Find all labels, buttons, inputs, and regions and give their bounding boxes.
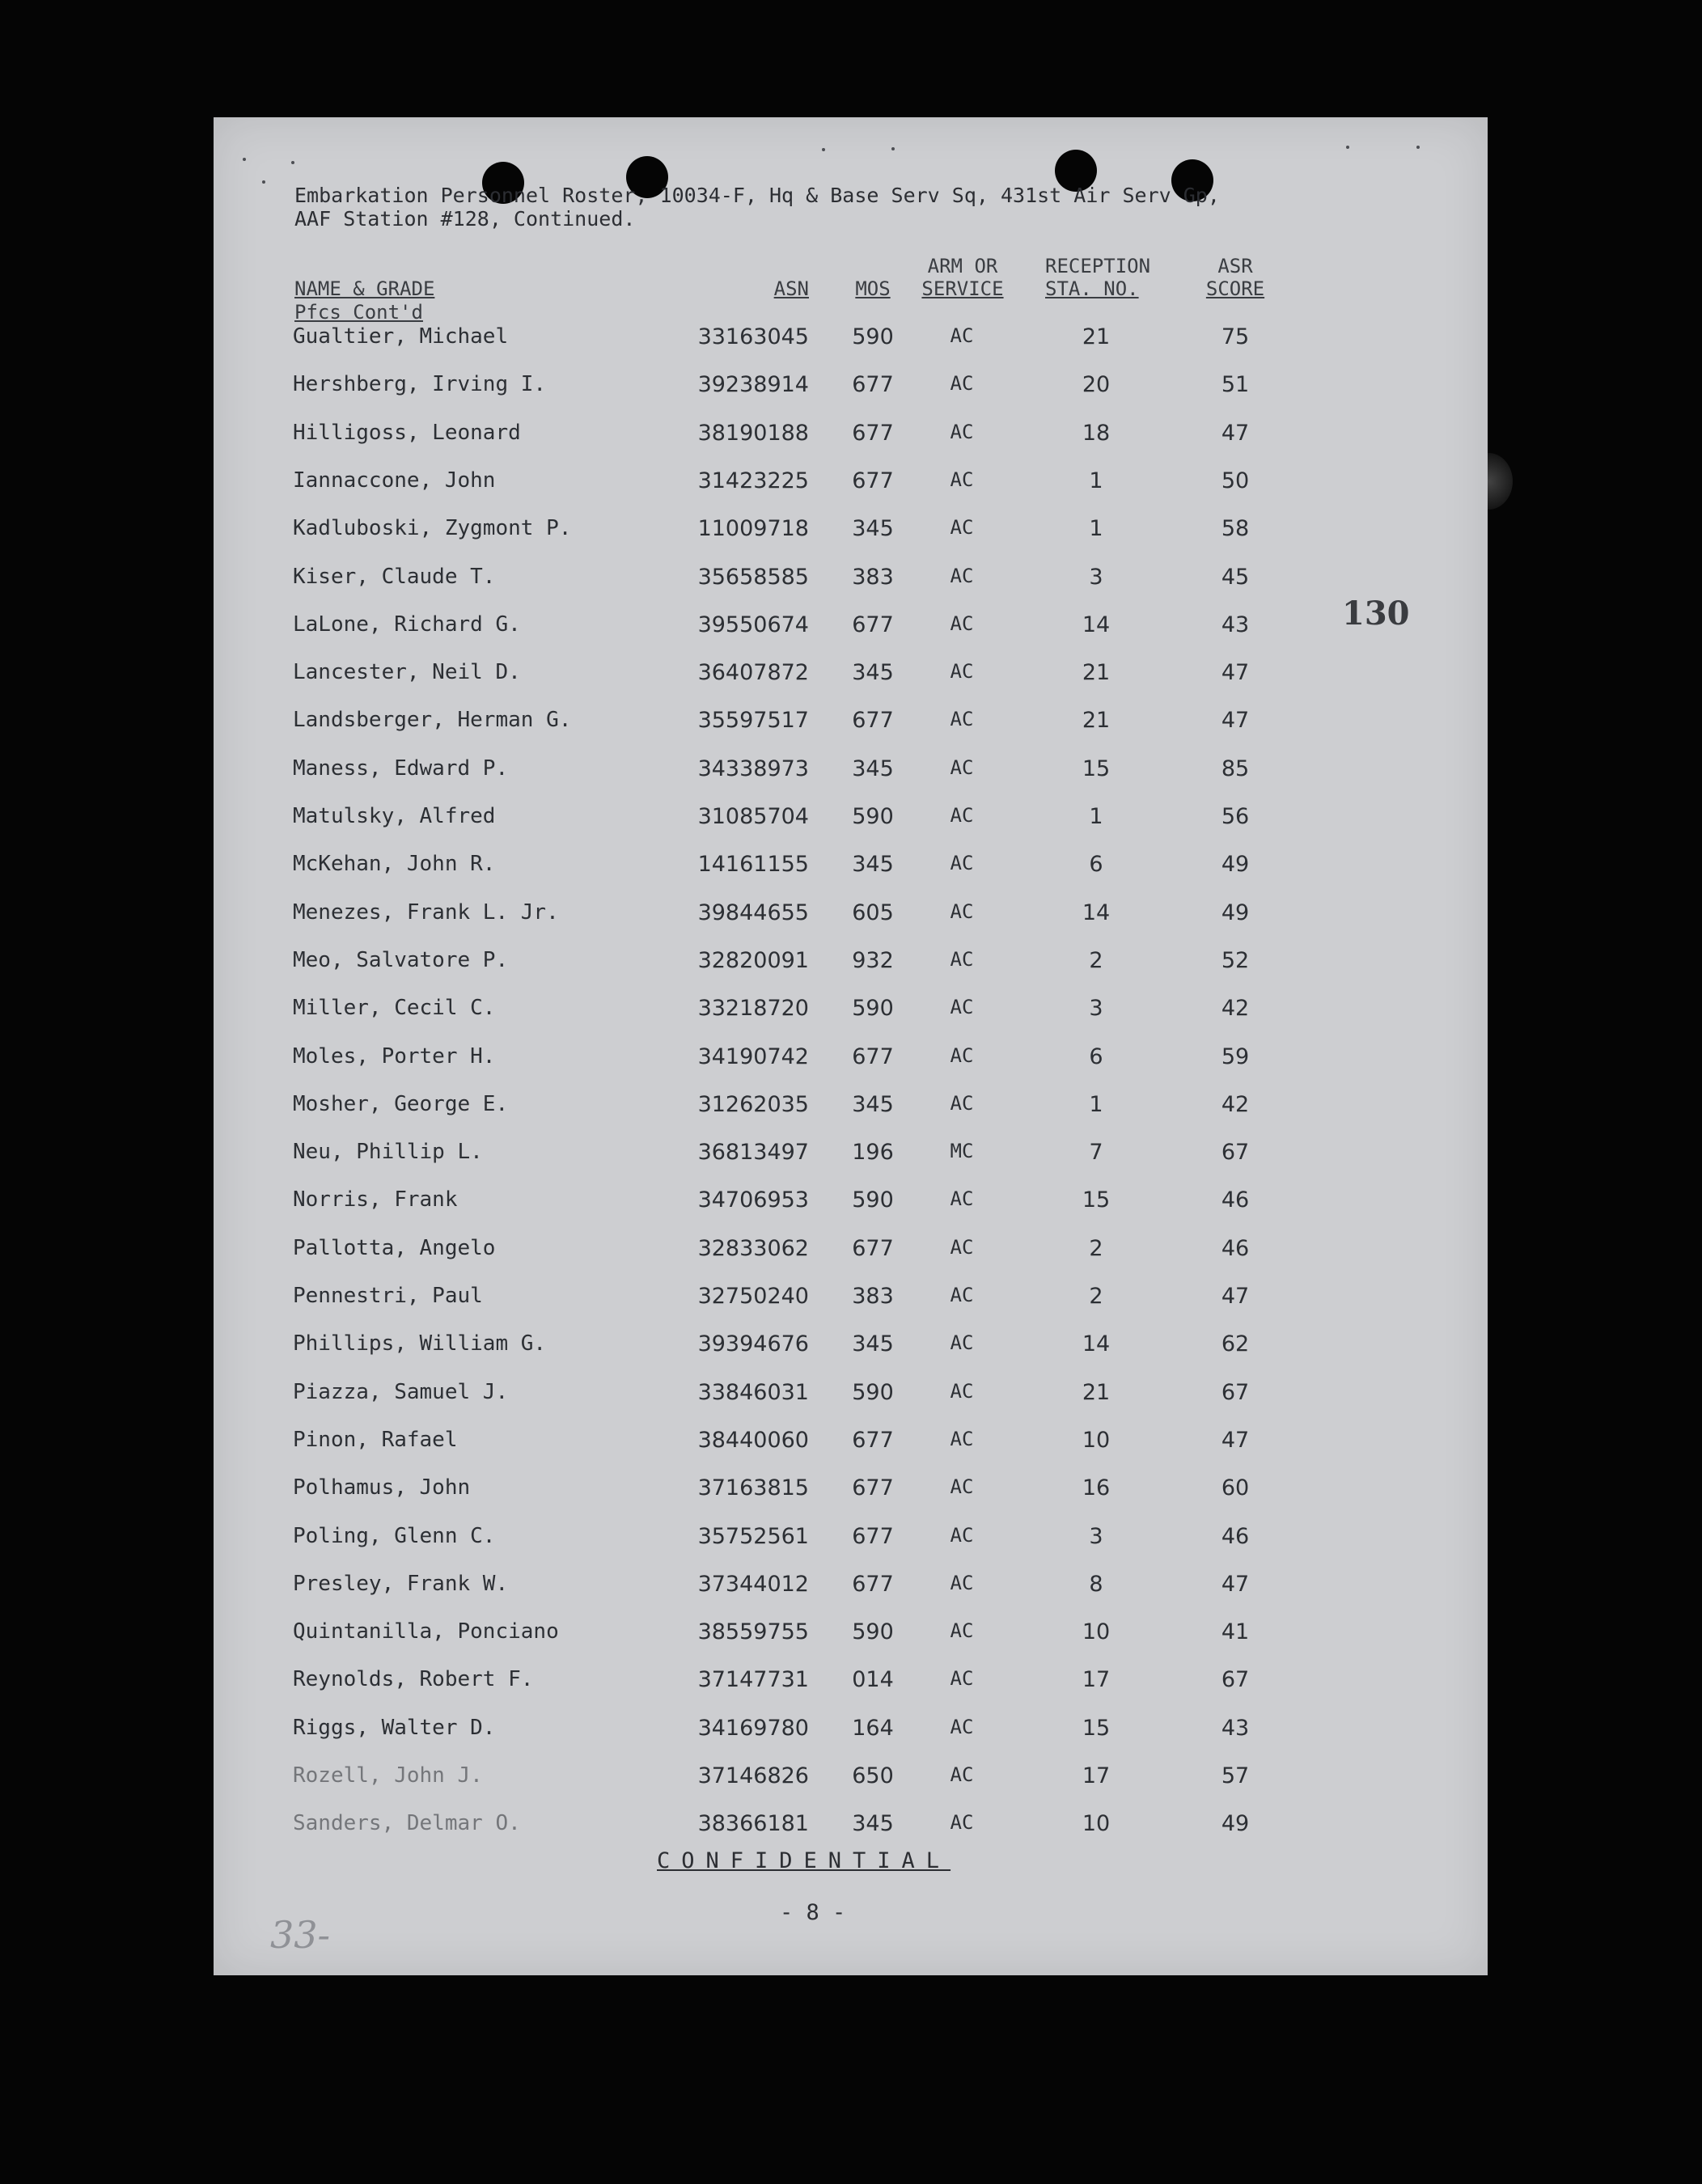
mos-cell: 677 — [852, 420, 894, 446]
mos-cell: 590 — [852, 996, 894, 1022]
page-number: - 8 - — [780, 1900, 846, 1925]
name-cell: Iannaccone, John — [293, 468, 496, 493]
asr-score-cell: 47 — [1221, 1571, 1250, 1597]
name-cell: Piazza, Samuel J. — [293, 1379, 509, 1404]
asr-score-cell: 50 — [1221, 468, 1250, 493]
asn-cell: 11009718 — [697, 516, 809, 542]
mos-cell: 650 — [852, 1763, 894, 1788]
table-row — [214, 1475, 1488, 1508]
reception-station-cell: 3 — [1089, 996, 1103, 1022]
reception-station-cell: 18 — [1082, 420, 1111, 446]
name-cell: Meo, Salvatore P. — [293, 947, 509, 972]
table-row — [214, 900, 1488, 933]
asr-score-cell: 45 — [1221, 564, 1250, 590]
mos-cell: 590 — [852, 1379, 894, 1405]
asr-score-cell: 52 — [1221, 947, 1250, 973]
reception-station-cell: 2 — [1089, 947, 1103, 973]
asn-cell: 32820091 — [697, 947, 809, 973]
asn-cell: 32750240 — [697, 1284, 809, 1309]
stamp-page-number: 130 — [1342, 595, 1410, 633]
table-row — [214, 1284, 1488, 1316]
mos-cell: 590 — [852, 1187, 894, 1213]
reception-station-cell: 3 — [1089, 564, 1103, 590]
table-row — [214, 421, 1488, 453]
reception-station-cell: 1 — [1089, 468, 1103, 493]
name-cell: Pennestri, Paul — [293, 1284, 483, 1308]
reception-station-cell: 15 — [1082, 1715, 1111, 1741]
col-header-reception-line2: STA. NO. — [1045, 277, 1139, 300]
table-row — [214, 1044, 1488, 1077]
asn-cell: 34169780 — [697, 1715, 809, 1741]
arm-service-cell: AC — [950, 708, 974, 731]
name-cell: Hilligoss, Leonard — [293, 420, 521, 445]
arm-service-cell: AC — [950, 1379, 974, 1403]
arm-service-cell: AC — [950, 852, 974, 875]
confidential-marking: CONFIDENTIAL — [657, 1848, 951, 1873]
reception-station-cell: 3 — [1089, 1523, 1103, 1549]
arm-service-cell: AC — [950, 324, 974, 347]
name-cell: Matulsky, Alfred — [293, 804, 496, 828]
table-row — [214, 1572, 1488, 1604]
mos-cell: 677 — [852, 1235, 894, 1261]
table-row — [214, 516, 1488, 548]
arm-service-cell: AC — [950, 1763, 974, 1786]
reception-station-cell: 16 — [1082, 1475, 1111, 1501]
dust-speck — [1416, 146, 1420, 149]
arm-service-cell: AC — [950, 899, 974, 923]
asr-score-cell: 49 — [1221, 899, 1250, 925]
asn-cell: 39550674 — [697, 612, 809, 637]
name-cell: Miller, Cecil C. — [293, 996, 496, 1021]
table-row — [214, 1187, 1488, 1220]
name-cell: Mosher, George E. — [293, 1091, 509, 1116]
table-row — [214, 996, 1488, 1028]
mos-cell: 677 — [852, 708, 894, 734]
reception-station-cell: 14 — [1082, 1331, 1111, 1357]
dust-speck — [291, 161, 294, 164]
mos-cell: 590 — [852, 804, 894, 829]
arm-service-cell: AC — [950, 1091, 974, 1115]
asn-cell: 38190188 — [697, 420, 809, 446]
table-row — [214, 804, 1488, 836]
name-cell: Phillips, William G. — [293, 1331, 547, 1357]
reception-station-cell: 21 — [1082, 1379, 1111, 1405]
roster-page — [214, 117, 1488, 1975]
col-header-mos: MOS — [855, 277, 891, 300]
roster-header-line2: AAF Station #128, Continued. — [294, 207, 636, 231]
arm-service-cell: AC — [950, 1619, 974, 1643]
name-cell: Kiser, Claude T. — [293, 564, 496, 589]
arm-service-cell: AC — [950, 1235, 974, 1259]
asn-cell: 33163045 — [697, 324, 809, 349]
reception-station-cell: 1 — [1089, 804, 1103, 829]
mos-cell: 677 — [852, 1043, 894, 1069]
asn-cell: 37146826 — [697, 1763, 809, 1788]
asn-cell: 36813497 — [697, 1140, 809, 1166]
table-row — [214, 468, 1488, 501]
reception-station-cell: 1 — [1089, 1091, 1103, 1117]
asr-score-cell: 67 — [1221, 1667, 1250, 1693]
asr-score-cell: 42 — [1221, 1091, 1250, 1117]
mos-cell: 605 — [852, 899, 894, 925]
reception-station-cell: 2 — [1089, 1235, 1103, 1261]
asr-score-cell: 62 — [1221, 1331, 1250, 1357]
name-cell: Rozell, John J. — [293, 1763, 483, 1788]
asr-score-cell: 85 — [1221, 756, 1250, 781]
reception-station-cell: 15 — [1082, 1187, 1111, 1213]
table-row — [214, 1763, 1488, 1796]
table-row — [214, 1716, 1488, 1748]
table-row — [214, 1811, 1488, 1843]
dust-speck — [262, 180, 265, 184]
asn-cell: 33218720 — [697, 996, 809, 1022]
table-row — [214, 660, 1488, 692]
arm-service-cell: AC — [950, 1475, 974, 1499]
table-row — [214, 1524, 1488, 1556]
dust-speck — [1346, 146, 1349, 149]
name-cell: Riggs, Walter D. — [293, 1715, 496, 1740]
asn-cell: 31085704 — [697, 804, 809, 829]
arm-service-cell: AC — [950, 660, 974, 684]
table-row — [214, 708, 1488, 740]
asn-cell: 14161155 — [697, 852, 809, 878]
arm-service-cell: AC — [950, 756, 974, 779]
mos-cell: 677 — [852, 1523, 894, 1549]
asr-score-cell: 43 — [1221, 1715, 1250, 1741]
table-row — [214, 852, 1488, 884]
col-header-reception-line1: RECEPTION — [1045, 255, 1151, 277]
arm-service-cell: AC — [950, 468, 974, 491]
name-cell: Reynolds, Robert F. — [293, 1667, 534, 1692]
arm-service-cell: AC — [950, 1043, 974, 1067]
asn-cell: 37163815 — [697, 1475, 809, 1501]
table-row — [214, 565, 1488, 597]
asn-cell: 38366181 — [697, 1811, 809, 1837]
dust-speck — [891, 147, 895, 150]
reception-station-cell: 10 — [1082, 1427, 1111, 1453]
mos-cell: 345 — [852, 1811, 894, 1837]
arm-service-cell: AC — [950, 1187, 974, 1211]
mos-cell: 345 — [852, 852, 894, 878]
reception-station-cell: 1 — [1089, 516, 1103, 542]
table-row — [214, 756, 1488, 789]
mos-cell: 196 — [852, 1140, 894, 1166]
mos-cell: 677 — [852, 468, 894, 493]
asr-score-cell: 47 — [1221, 660, 1250, 686]
asr-score-cell: 47 — [1221, 1427, 1250, 1453]
mos-cell: 014 — [852, 1667, 894, 1693]
table-row — [214, 1667, 1488, 1699]
reception-station-cell: 7 — [1089, 1140, 1103, 1166]
asr-score-cell: 46 — [1221, 1235, 1250, 1261]
roster-header-line1: Embarkation Personnel Roster, 10034-F, Hq & Base Serv Sq, 431st Air Serv Gp, — [294, 184, 1220, 207]
arm-service-cell: AC — [950, 1571, 974, 1594]
asn-cell: 37344012 — [697, 1571, 809, 1597]
reception-station-cell: 14 — [1082, 899, 1111, 925]
asn-cell: 34338973 — [697, 756, 809, 781]
asn-cell: 35752561 — [697, 1523, 809, 1549]
arm-service-cell: AC — [950, 1331, 974, 1355]
name-cell: Quintanilla, Ponciano — [293, 1619, 559, 1644]
reception-station-cell: 20 — [1082, 372, 1111, 398]
name-cell: LaLone, Richard G. — [293, 612, 521, 637]
reception-station-cell: 8 — [1089, 1571, 1103, 1597]
mos-cell: 932 — [852, 947, 894, 973]
name-cell: Polhamus, John — [293, 1475, 471, 1500]
name-cell: McKehan, John R. — [293, 852, 496, 877]
arm-service-cell: AC — [950, 804, 974, 827]
asn-cell: 38440060 — [697, 1427, 809, 1453]
asn-cell: 35597517 — [697, 708, 809, 734]
asr-score-cell: 56 — [1221, 804, 1250, 829]
asn-cell: 33846031 — [697, 1379, 809, 1405]
asn-cell: 39844655 — [697, 899, 809, 925]
asr-score-cell: 58 — [1221, 516, 1250, 542]
col-header-asn: ASN — [773, 277, 809, 300]
mos-cell: 590 — [852, 1619, 894, 1645]
name-cell: Neu, Phillip L. — [293, 1140, 483, 1165]
name-cell: Pallotta, Angelo — [293, 1235, 496, 1260]
asr-score-cell: 49 — [1221, 1811, 1250, 1837]
asr-score-cell: 46 — [1221, 1187, 1250, 1213]
col-header-asr-line2: SCORE — [1205, 277, 1265, 300]
asr-score-cell: 67 — [1221, 1379, 1250, 1405]
reception-station-cell: 10 — [1082, 1811, 1111, 1837]
table-row — [214, 1380, 1488, 1412]
arm-service-cell: AC — [950, 1715, 974, 1738]
asr-score-cell: 67 — [1221, 1140, 1250, 1166]
reception-station-cell: 10 — [1082, 1619, 1111, 1645]
col-header-arm-line2: SERVICE — [921, 277, 1004, 300]
asn-cell: 38559755 — [697, 1619, 809, 1645]
asr-score-cell: 60 — [1221, 1475, 1250, 1501]
mos-cell: 383 — [852, 1284, 894, 1309]
asr-score-cell: 47 — [1221, 420, 1250, 446]
mos-cell: 345 — [852, 1331, 894, 1357]
asr-score-cell: 47 — [1221, 708, 1250, 734]
asn-cell: 35658585 — [697, 564, 809, 590]
asr-score-cell: 43 — [1221, 612, 1250, 637]
mos-cell: 677 — [852, 612, 894, 637]
arm-service-cell: AC — [950, 564, 974, 587]
mos-cell: 677 — [852, 372, 894, 398]
reception-station-cell: 21 — [1082, 660, 1111, 686]
reception-station-cell: 14 — [1082, 612, 1111, 637]
table-row — [214, 1331, 1488, 1364]
asr-score-cell: 75 — [1221, 324, 1250, 349]
asr-score-cell: 42 — [1221, 996, 1250, 1022]
arm-service-cell: AC — [950, 1284, 974, 1306]
arm-service-cell: AC — [950, 612, 974, 635]
arm-service-cell: AC — [950, 1427, 974, 1450]
mos-cell: 677 — [852, 1475, 894, 1501]
mos-cell: 345 — [852, 1091, 894, 1117]
arm-service-cell: AC — [950, 516, 974, 540]
mos-cell: 345 — [852, 516, 894, 542]
arm-service-cell: AC — [950, 420, 974, 443]
asr-score-cell: 47 — [1221, 1284, 1250, 1309]
reception-station-cell: 15 — [1082, 756, 1111, 781]
name-cell: Presley, Frank W. — [293, 1571, 509, 1596]
table-row — [214, 1092, 1488, 1124]
mos-cell: 345 — [852, 660, 894, 686]
name-cell: Pinon, Rafael — [293, 1427, 458, 1452]
asn-cell: 37147731 — [697, 1667, 809, 1693]
name-cell: Kadluboski, Zygmont P. — [293, 516, 572, 541]
col-header-name-grade: NAME & GRADE — [294, 277, 435, 300]
mos-cell: 164 — [852, 1715, 894, 1741]
table-row — [214, 1428, 1488, 1460]
table-row — [214, 372, 1488, 404]
asn-cell: 31423225 — [697, 468, 809, 493]
col-header-arm-line1: ARM OR — [927, 255, 998, 277]
name-cell: Menezes, Frank L. Jr. — [293, 899, 559, 925]
mos-cell: 677 — [852, 1571, 894, 1597]
table-row — [214, 1236, 1488, 1268]
asn-cell: 31262035 — [697, 1091, 809, 1117]
asr-score-cell: 46 — [1221, 1523, 1250, 1549]
table-row — [214, 1140, 1488, 1172]
table-row — [214, 1619, 1488, 1652]
mos-cell: 677 — [852, 1427, 894, 1453]
asn-cell: 34190742 — [697, 1043, 809, 1069]
asn-cell: 39394676 — [697, 1331, 809, 1357]
group-label: Pfcs Cont'd — [294, 301, 423, 324]
col-header-asr-line1: ASR — [1217, 255, 1253, 277]
arm-service-cell: MC — [950, 1140, 974, 1163]
name-cell: Moles, Porter H. — [293, 1043, 496, 1069]
table-row — [214, 324, 1488, 357]
asr-score-cell: 59 — [1221, 1043, 1250, 1069]
asr-score-cell: 41 — [1221, 1619, 1250, 1645]
arm-service-cell: AC — [950, 1811, 974, 1835]
arm-service-cell: AC — [950, 1523, 974, 1547]
pencil-annotation: 33- — [270, 1913, 331, 1957]
reception-station-cell: 6 — [1089, 1043, 1103, 1069]
mos-cell: 383 — [852, 564, 894, 590]
reception-station-cell: 21 — [1082, 324, 1111, 349]
name-cell: Poling, Glenn C. — [293, 1523, 496, 1548]
dust-speck — [243, 158, 246, 161]
name-cell: Maness, Edward P. — [293, 756, 509, 781]
table-row — [214, 948, 1488, 980]
name-cell: Sanders, Delmar O. — [293, 1811, 521, 1836]
name-cell: Norris, Frank — [293, 1187, 458, 1213]
mos-cell: 345 — [852, 756, 894, 781]
asr-score-cell: 51 — [1221, 372, 1250, 398]
arm-service-cell: AC — [950, 996, 974, 1019]
dust-speck — [822, 148, 825, 151]
table-row — [214, 612, 1488, 645]
reception-station-cell: 21 — [1082, 708, 1111, 734]
reception-station-cell: 6 — [1089, 852, 1103, 878]
asr-score-cell: 49 — [1221, 852, 1250, 878]
name-cell: Lancester, Neil D. — [293, 660, 521, 685]
asn-cell: 34706953 — [697, 1187, 809, 1213]
name-cell: Gualtier, Michael — [293, 324, 509, 349]
asn-cell: 39238914 — [697, 372, 809, 398]
asn-cell: 32833062 — [697, 1235, 809, 1261]
reception-station-cell: 17 — [1082, 1667, 1111, 1693]
asr-score-cell: 57 — [1221, 1763, 1250, 1788]
asn-cell: 36407872 — [697, 660, 809, 686]
reception-station-cell: 17 — [1082, 1763, 1111, 1788]
name-cell: Landsberger, Herman G. — [293, 708, 572, 733]
arm-service-cell: AC — [950, 372, 974, 396]
name-cell: Hershberg, Irving I. — [293, 372, 547, 397]
arm-service-cell: AC — [950, 947, 974, 971]
mos-cell: 590 — [852, 324, 894, 349]
arm-service-cell: AC — [950, 1667, 974, 1691]
reception-station-cell: 2 — [1089, 1284, 1103, 1309]
